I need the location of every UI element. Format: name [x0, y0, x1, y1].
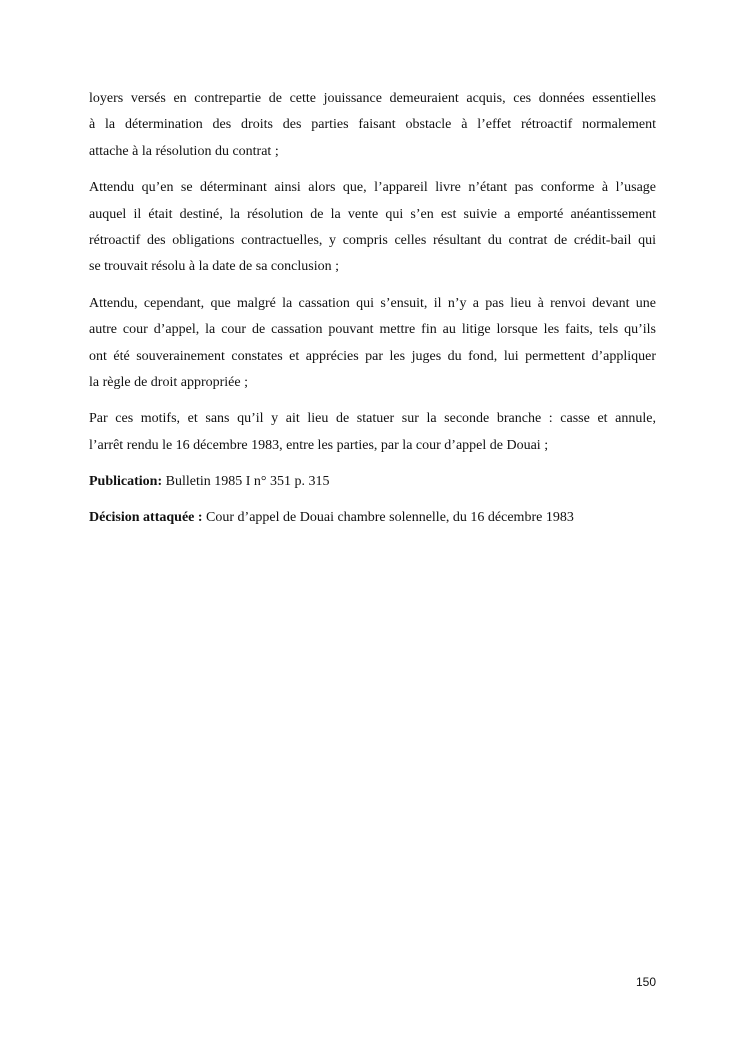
decision-label: Décision attaquée : [89, 510, 203, 526]
text-line: attache à la résolution du contrat ; [89, 143, 279, 159]
text-line: Par ces motifs, et sans qu’il y ait lieu de statuer sur la seconde branche : casse et annule, [89, 411, 656, 427]
text-line: autre cour d’appel, la cour de cassation pouvant mettre fin au litige lorsque les faits, tels qu’ils [89, 322, 656, 338]
publication-line [89, 469, 656, 495]
text-line: auquel il était destiné, la résolution de la vente qui s’en est suivie a emporté anéantissement [89, 206, 656, 222]
text-line: l’arrêt rendu le 16 décembre 1983, entre les parties, par la cour d’appel de Douai ; [89, 437, 549, 453]
decision-value: Cour d’appel de Douai chambre solennelle, du 16 décembre 1983 [202, 510, 574, 526]
text-line: loyers versés en contrepartie de cette jouissance demeuraient acquis, ces données essentielles [89, 91, 656, 106]
publication-value: Bulletin 1985 I n° 351 p. 315 [162, 474, 330, 490]
paragraph-attendu-1 [89, 175, 656, 281]
decision-line [89, 505, 656, 531]
paragraph-loyers [89, 86, 656, 165]
publication-label: Publication: [89, 474, 163, 490]
text-line: ont été souverainement constates et apprécies par les juges du fond, lui permettent d’appliquer [89, 348, 656, 364]
text-line: la règle de droit appropriée ; [89, 375, 248, 391]
text-line: Attendu, cependant, que malgré la cassation qui s’ensuit, il n’y a pas lieu à renvoi devant une [89, 295, 656, 311]
page-number: 150 [635, 975, 656, 989]
paragraph-par-ces-motifs [89, 406, 656, 459]
text-line: Attendu qu’en se déterminant ainsi alors que, l’appareil livre n’étant pas conforme à l’usage [89, 180, 656, 196]
paragraph-attendu-2 [89, 291, 656, 397]
text-line: rétroactif des obligations contractuelles, y compris celles résultant du contrat de crédit-bail qui [89, 233, 656, 249]
document-body [89, 86, 656, 541]
text-line: à la détermination des droits des parties faisant obstacle à l’effet rétroactif normalement [89, 117, 656, 133]
text-line: se trouvait résolu à la date de sa conclusion ; [89, 259, 339, 275]
